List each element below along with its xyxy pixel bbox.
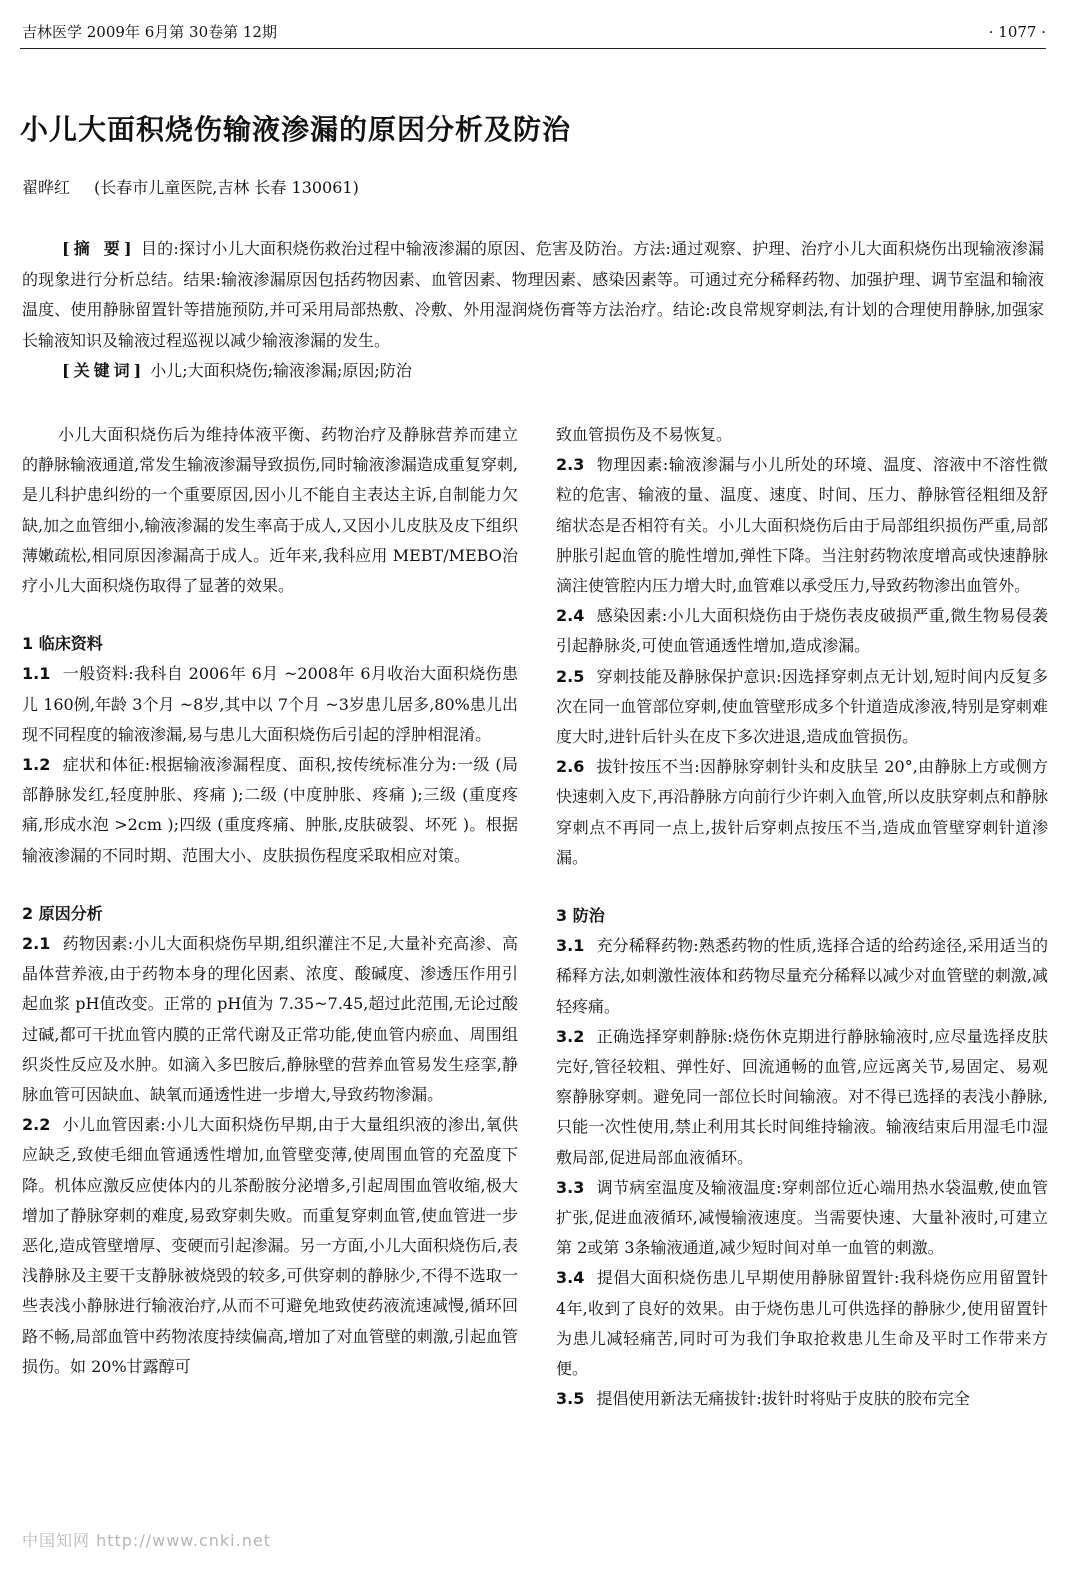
section-text: 调节病室温度及输液温度:穿刺部位近心端用热水袋温敷,使血管扩张,促进血液循环,减慢输液速度。当需要快速、大量补液时,可建立第 2或第 3条输液通道,减少短时间对单一血管的刺激。 (556, 1177, 1048, 1258)
section-2-5 (556, 662, 1048, 753)
section-text: 正确选择穿刺静脉:烧伤休克期进行静脉输液时,应尽量选择皮肤完好,管径较粗、弹性好、回流通畅的血管,应远离关节,易固定、易观察静脉穿刺。避免同一部位长时间输液。对不得已选择的表浅小静脉,只能一次性使用,禁止利用其长时间维持输液。输液结束后用湿毛巾湿敷局部,促进局部血液循环。 (556, 1026, 1048, 1167)
page-number: · 1077 · (988, 23, 1046, 41)
section-2-6 (556, 752, 1048, 873)
section-1-1 (22, 659, 518, 750)
article-title: 小儿大面积烧伤输液渗漏的原因分析及防治 (20, 113, 572, 146)
section-3-5 (556, 1384, 1048, 1414)
section-text: 物理因素:输液渗漏与小儿所处的环境、温度、溶液中不溶性微粒的危害、输液的量、温度、速度、时间、压力、静脉管径粗细及舒缩状态是否相符有关。小儿大面积烧伤后由于局部组织损伤严重,局部肿胀引起血管的脆性增加,弹性下降。当注射药物浓度增高或快速静脉滴注使管腔内压力增大时,血管难以承受压力,导致药物渗出血管外。 (556, 455, 1048, 596)
section-number: 3.2 (556, 1026, 585, 1046)
author-line (22, 176, 1054, 200)
abstract-text: 目的:探讨小儿大面积烧伤救治过程中输液渗漏的原因、危害及防治。方法:通过观察、护理、治疗小儿大面积烧伤出现输液渗漏的现象进行分析总结。结果:输液渗漏原因包括药物因素、血管因素、物理因素、感染因素等。可通过充分稀释药物、加强护理、调节室温和输液温度、使用静脉留置针等措施预防,并可采用局部热敷、冷敷、外用湿润烧伤膏等方法治疗。结论:改良常规穿刺法,有计划的合理使用静脉,加强家长输液知识及输液过程巡视以减少输液渗漏的发生。 (22, 239, 1044, 350)
journal-info: 吉林医学 2009年 6月第 30卷第 12期 (22, 23, 277, 41)
section-number: 2.5 (556, 666, 585, 686)
section-text: 提倡使用新法无痛拔针:拔针时将贴于皮肤的胶布完全 (596, 1389, 970, 1409)
section-number: 1.1 (22, 664, 51, 684)
right-column (556, 420, 1048, 1415)
cnki-watermark: 中国知网 http://www.cnki.net (22, 1531, 271, 1550)
section-number: 3.3 (556, 1177, 585, 1197)
abstract-block (22, 234, 1044, 387)
running-header (20, 18, 1046, 49)
abstract-paragraph (22, 234, 1044, 356)
section-2-heading: 2 原因分析 (22, 903, 103, 923)
section-2-3 (556, 450, 1048, 601)
section-text: 穿刺技能及静脉保护意识:因选择穿刺点无计划,短时间内反复多次在同一血管部位穿刺,使血管壁形成多个针道造成渗液,特别是穿刺难度大时,进针后针头在皮下多次进退,造成血管损伤。 (556, 666, 1048, 747)
continued-text: 致血管损伤及不易恢复。 (556, 425, 733, 444)
keywords-text: 小儿;大面积烧伤;输液渗漏;原因;防治 (150, 361, 412, 380)
section-number: 2.6 (556, 757, 585, 777)
section-3-3 (556, 1173, 1048, 1264)
section-text: 小儿血管因素:小儿大面积烧伤早期,由于大量组织液的渗出,氧供应缺乏,致使毛细血管通透性增加,血管壁变薄,使周围血管的充盈度下降。机体应激反应使体内的儿茶酚胺分泌增多,引起周围血管收缩,极大增加了静脉穿刺的难度,易致穿刺失败。而重复穿刺血管,使血管进一步恶化,造成管壁增厚、变硬而引起渗漏。另一方面,小儿大面积烧伤后,表浅静脉及主要干支静脉被烧毁的较多,可供穿刺的静脉少,不得不选取一些表浅小静脉进行输液治疗,从而不可避免地致使药液流速减慢,循环回路不畅,局部血管中药物浓度持续偏高,增加了对血管壁的刺激,引起血管损伤。如 20%甘露醇可 (22, 1115, 518, 1376)
section-3-1 (556, 931, 1048, 1022)
section-3-4 (556, 1263, 1048, 1384)
intro-paragraph: 小儿大面积烧伤后为维持体液平衡、药物治疗及静脉营养而建立的静脉输液通道,常发生输液渗漏导致损伤,同时输液渗漏造成重复穿刺,是儿科护患纠纷的一个重要原因,因小儿不能自主表达主诉,自制能力欠缺,加之血管细小,输液渗漏的发生率高于成人,又因小儿皮肤及皮下组织薄嫩疏松,相同原因渗漏高于成人。近年来,我科应用 MEBT/MEBO治疗小儿大面积烧伤取得了显著的效果。 (22, 425, 518, 596)
section-number: 3.4 (556, 1268, 585, 1288)
section-text: 充分稀释药物:熟悉药物的性质,选择合适的给药途径,采用适当的稀释方法,如刺激性液体和药物尽量充分稀释以减少对血管壁的刺激,减轻疼痛。 (556, 936, 1048, 1016)
section-text: 感染因素:小儿大面积烧伤由于烧伤表皮破损严重,微生物易侵袭引起静脉炎,可使血管通透性增加,造成渗漏。 (556, 606, 1048, 656)
section-number: 3.1 (556, 936, 585, 956)
section-number: 2.3 (556, 455, 585, 475)
section-2-2 (22, 1110, 518, 1382)
section-text: 拔针按压不当:因静脉穿刺针头和皮肤呈 20°,由静脉上方或侧方快速刺入皮下,再沿静脉方向前行少许刺入血管,所以皮肤穿刺点和静脉穿刺点不再同一点上,拔针后穿刺点按压不当,造成血管壁穿刺针道渗漏。 (556, 757, 1048, 867)
section-text: 症状和体征:根据输液渗漏程度、面积,按传统标准分为:一级 (局部静脉发红,轻度肿胀、疼痛 );二级 (中度肿胀、疼痛 );三级 (重度疼痛,形成水泡 >2cm );四级 (重度疼痛、肿胀,皮肤破裂、坏死 )。根据输液渗漏的不同时期、范围大小、皮肤损伤程度采取相应对策。 (22, 755, 518, 865)
section-2-4 (556, 601, 1048, 661)
section-number: 2.1 (22, 934, 51, 954)
section-text: 一般资料:我科自 2006年 6月 ~2008年 6月收治大面积烧伤患儿 160例,年龄 3个月 ~8岁,其中以 7个月 ~3岁患儿居多,80%患儿出现不同程度的输液渗漏,易与患儿大面积烧伤后引起的浮肿相混淆。 (22, 664, 518, 744)
section-3-heading: 3 防治 (556, 906, 605, 926)
abstract-label: [摘 要] (62, 239, 136, 258)
section-number: 3.5 (556, 1389, 585, 1409)
author-affiliation: (长春市儿童医院,吉林 长春 130061) (94, 178, 359, 197)
section-2-1 (22, 929, 518, 1110)
section-3-2 (556, 1022, 1048, 1173)
section-number: 2.2 (22, 1115, 51, 1135)
keywords-label: [关键词] (62, 361, 146, 380)
section-1-heading: 1 临床资料 (22, 634, 103, 654)
keywords-paragraph (22, 356, 1044, 387)
section-1-2 (22, 750, 518, 871)
author-name: 翟晔红 (22, 178, 71, 197)
section-number: 2.4 (556, 606, 585, 626)
section-number: 1.2 (22, 755, 51, 775)
left-column (22, 420, 518, 1382)
section-text: 提倡大面积烧伤患儿早期使用静脉留置针:我科烧伤应用留置针 4年,收到了良好的效果。由于烧伤患儿可供选择的静脉少,使用留置针为患儿减轻痛苦,同时可为我们争取抢救患儿生命及平时工作带来方便。 (556, 1268, 1048, 1379)
section-text: 药物因素:小儿大面积烧伤早期,组织灌注不足,大量补充高渗、高晶体营养液,由于药物本身的理化因素、浓度、酸碱度、渗透压作用引起血浆 pH值改变。正常的 pH值为 7.35~7.45,超过此范围,无论过酸过碱,都可干扰血管内膜的正常代谢及正常功能,使血管内瘀血、周围组织炎性反应及水肿。如滴入多巴胺后,静脉壁的营养血管易发生痉挛,静脉血管可因缺血、缺氧而通透性进一步增大,导致药物渗漏。 (22, 934, 518, 1105)
